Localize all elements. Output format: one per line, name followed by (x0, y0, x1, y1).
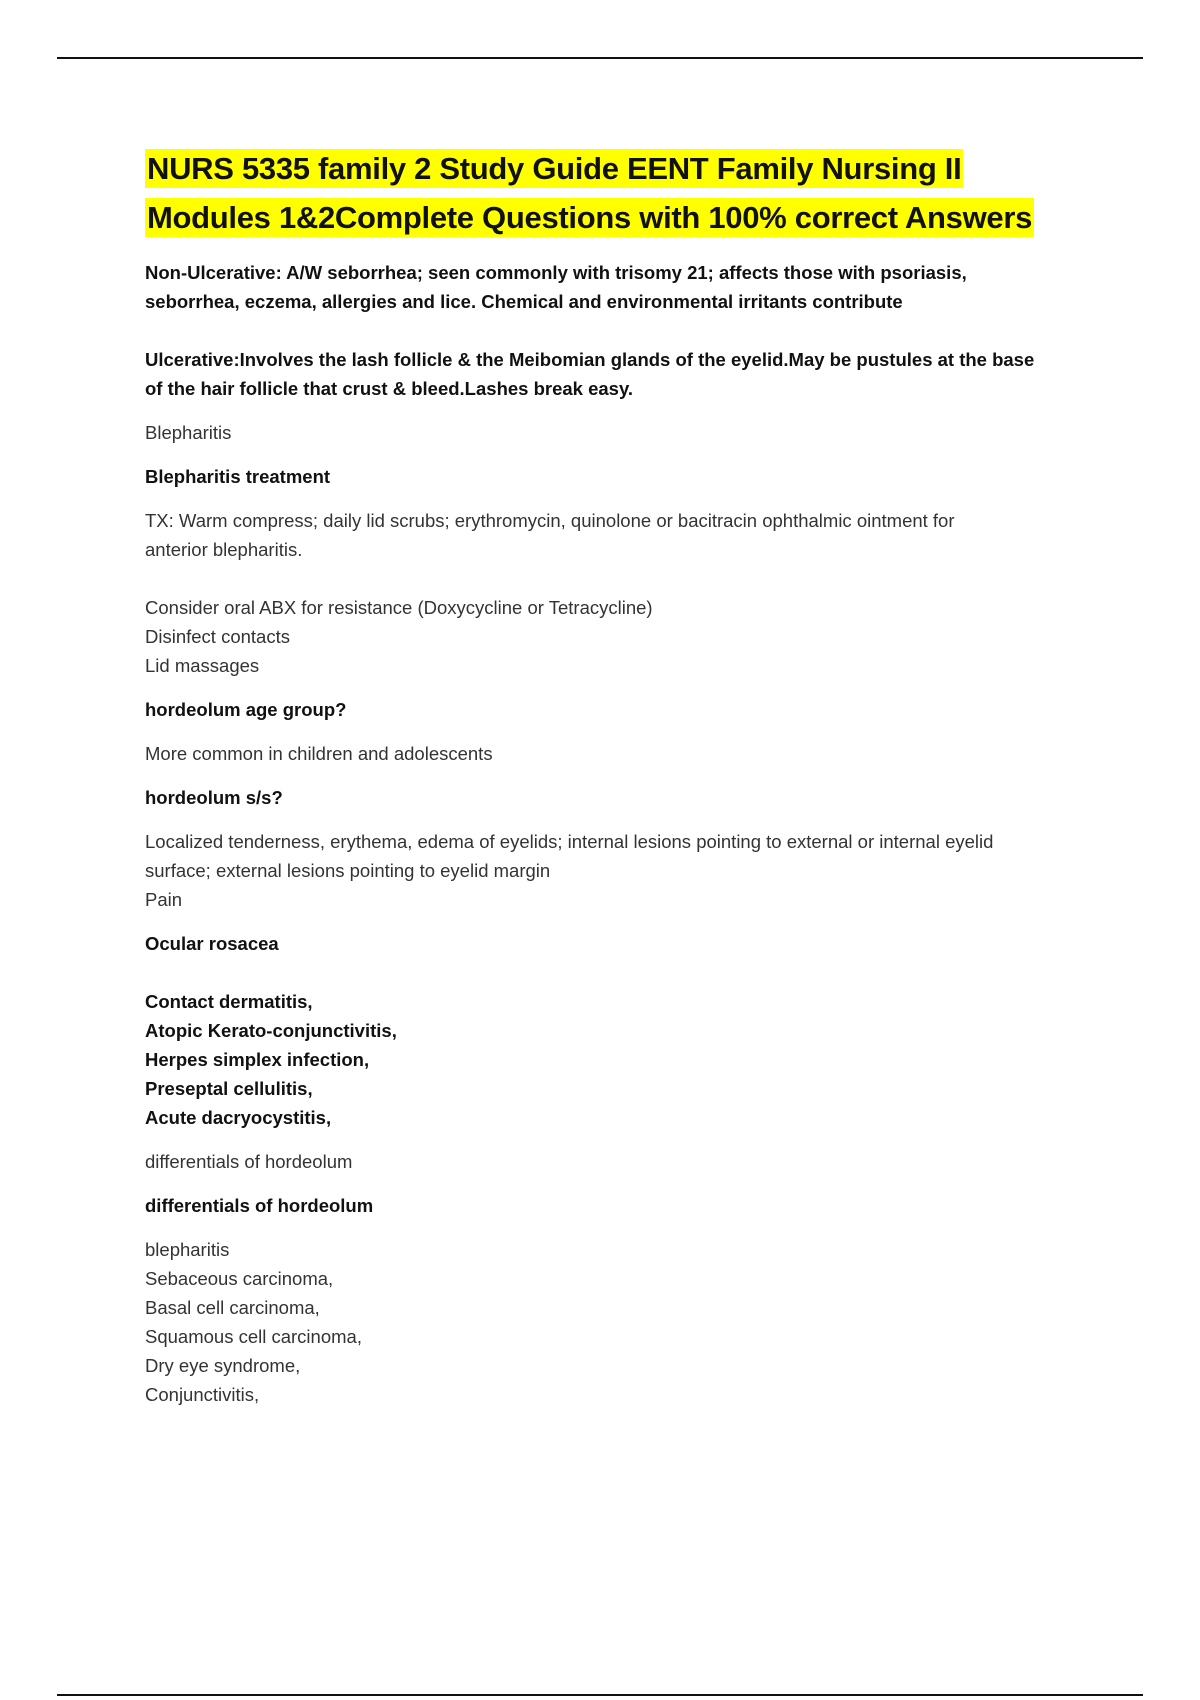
ulcerative-line-1: Ulcerative:Involves the lash follicle & the Meibomian glands of the eyelid.May be pustules at the base (145, 349, 1035, 370)
top-rule (57, 57, 1143, 59)
blepharitis-treatment-question: Blepharitis treatment (145, 466, 331, 487)
nonulcerative-line-1: Non-Ulcerative: A/W seborrhea; seen commonly with trisomy 21; affects those with psoriasis, (145, 262, 967, 283)
list-item: Acute dacryocystitis, (145, 1107, 332, 1128)
list-item: Squamous cell carcinoma, (145, 1326, 362, 1347)
blepharitis-treatment-line-3: Consider oral ABX for resistance (Doxycycline or Tetracycline) (145, 597, 653, 618)
hordeolum-age-answer: More common in children and adolescents (145, 743, 493, 764)
hordeolum-age-question: hordeolum age group? (145, 699, 347, 720)
blepharitis-treatment-line-2: anterior blepharitis. (145, 539, 303, 560)
nonulcerative-line-2: seborrhea, eczema, allergies and lice. Chemical and environmental irritants contribute (145, 291, 903, 312)
blepharitis-treatment-line-4: Disinfect contacts (145, 626, 290, 647)
ocular-rosacea-question: Ocular rosacea (145, 933, 279, 954)
list-item: Atopic Kerato-conjunctivitis, (145, 1020, 397, 1041)
title-line-2: Modules 1&2Complete Questions with 100% correct Answers (147, 200, 1033, 235)
list-item: Sebaceous carcinoma, (145, 1268, 334, 1289)
list-item: blepharitis (145, 1239, 230, 1260)
list-item: Dry eye syndrome, (145, 1355, 301, 1376)
list-item: Preseptal cellulitis, (145, 1078, 313, 1099)
list-item: Contact dermatitis, (145, 991, 313, 1012)
hordeolum-ss-line-1: Localized tenderness, erythema, edema of eyelids; internal lesions pointing to external or internal eyelid (145, 831, 994, 852)
hordeolum-ss-question: hordeolum s/s? (145, 787, 283, 808)
bottom-rule (57, 1694, 1143, 1696)
document-title (145, 144, 1105, 242)
blepharitis-answer: Blepharitis (145, 422, 232, 443)
list-item: Basal cell carcinoma, (145, 1297, 320, 1318)
blepharitis-treatment-line-1: TX: Warm compress; daily lid scrubs; erythromycin, quinolone or bacitracin ophthalmic ointment for (145, 510, 955, 531)
hordeolum-ss-line-2: surface; external lesions pointing to eyelid margin (145, 860, 551, 881)
blepharitis-treatment-line-5: Lid massages (145, 655, 260, 676)
differentials-question: differentials of hordeolum (145, 1195, 374, 1216)
differentials-answer: differentials of hordeolum (145, 1151, 353, 1172)
hordeolum-ss-line-3: Pain (145, 889, 183, 910)
document-body (145, 144, 1105, 1409)
title-line-1: NURS 5335 family 2 Study Guide EENT Family Nursing II (147, 151, 962, 186)
list-item: Herpes simplex infection, (145, 1049, 370, 1070)
ulcerative-line-2: of the hair follicle that crust & bleed.Lashes break easy. (145, 378, 634, 399)
list-item: Conjunctivitis, (145, 1384, 260, 1405)
